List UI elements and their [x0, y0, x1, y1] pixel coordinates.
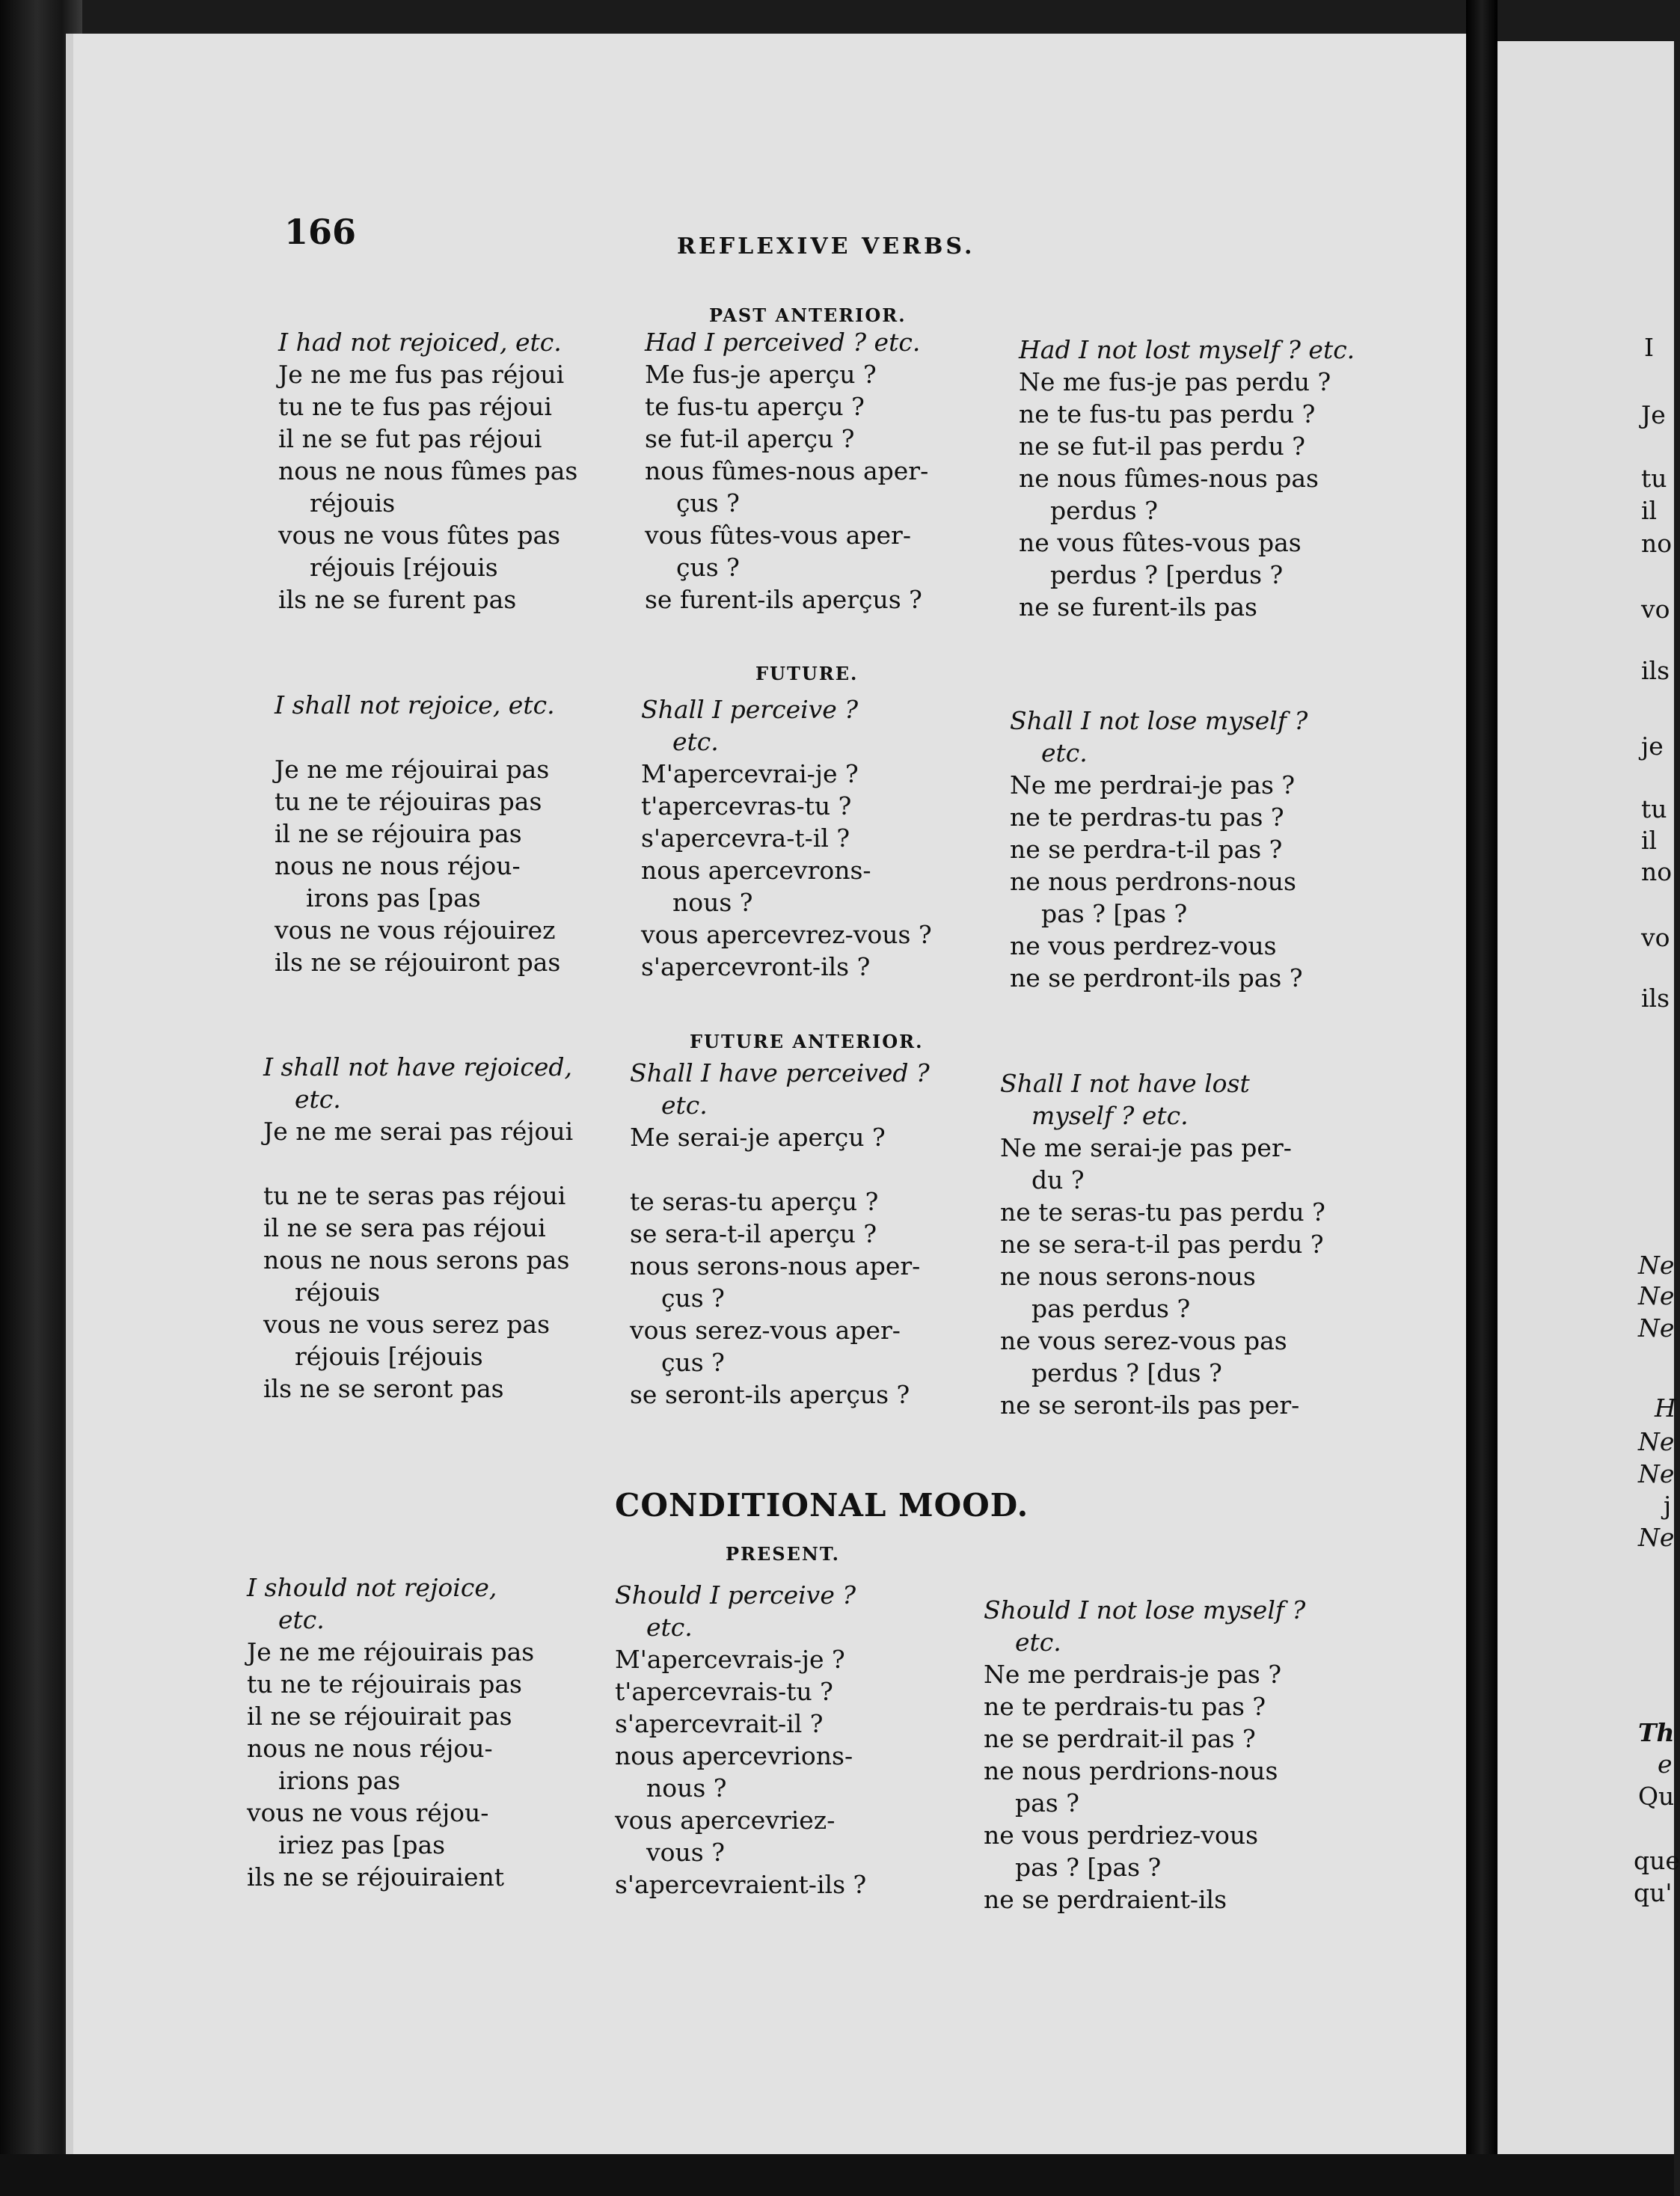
right-page-fragment: Ne — [1638, 1459, 1675, 1488]
col-header: myself ? etc. — [1031, 1101, 1189, 1130]
conjugation-line: ne nous fûmes-nous pas — [1019, 464, 1319, 493]
conjugation-line: ils ne se furent pas — [278, 585, 517, 614]
conjugation-line: il ne se réjouira pas — [275, 819, 522, 848]
conjugation-line: çus ? — [676, 488, 740, 518]
conjugation-line: nous ? — [672, 888, 753, 917]
right-page-fragment: e — [1658, 1749, 1673, 1779]
conjugation-line: ne te seras-tu pas perdu ? — [1000, 1197, 1325, 1227]
col-header: etc. — [646, 1613, 693, 1642]
conjugation-line: ils ne se réjouiront pas — [275, 948, 561, 977]
conjugation-line: tu ne te réjouiras pas — [275, 787, 542, 816]
conjugation-line: M'apercevrais-je ? — [615, 1645, 845, 1674]
conjugation-line: réjouis — [295, 1278, 381, 1307]
conjugation-line: tu ne te fus pas réjoui — [278, 392, 552, 421]
conjugation-line: vous ? — [646, 1838, 725, 1867]
right-page-fragment: Ne — [1638, 1281, 1675, 1310]
conjugation-line: Me serai-je aperçu ? — [630, 1123, 886, 1152]
line-gap — [630, 1153, 930, 1186]
conjugation-line: ils ne se réjouiraient — [247, 1862, 505, 1892]
col-header: etc. — [278, 1605, 325, 1634]
right-page-fragment: Ne — [1638, 1251, 1675, 1280]
conjugation-line: pas perdus ? — [1031, 1294, 1191, 1323]
conjugation-line: pas ? — [1015, 1788, 1079, 1818]
conjugation-line: ne vous fûtes-vous pas — [1019, 528, 1302, 557]
section-heading-past-anterior: PAST ANTERIOR. — [709, 304, 907, 326]
col-header: I shall not have rejoiced, — [263, 1052, 573, 1082]
right-page-fragment: vo — [1641, 923, 1670, 952]
conjugation-line: ne se perdra-t-il pas ? — [1010, 835, 1283, 864]
conjugation-line: se furent-ils aperçus ? — [645, 585, 922, 614]
col-header: I should not rejoice, — [247, 1573, 497, 1602]
conjugation-line: perdus ? [perdus ? — [1050, 560, 1284, 589]
future-anterior-col-2 — [630, 1057, 930, 1411]
conjugation-line: ne vous serez-vous pas — [1000, 1326, 1287, 1355]
conjugation-line: irions pas — [278, 1766, 401, 1795]
conjugation-line: il ne se réjouirait pas — [247, 1702, 512, 1731]
conjugation-line: Me fus-je aperçu ? — [645, 360, 877, 389]
conjugation-line: s'apercevrait-il ? — [615, 1709, 824, 1738]
conjugation-line: ne se seront-ils pas per- — [1000, 1390, 1300, 1420]
running-head: REFLEXIVE VERBS. — [677, 233, 975, 260]
conjugation-line: ne nous perdrions-nous — [984, 1756, 1278, 1785]
conjugation-line: pas ? [pas ? — [1041, 899, 1188, 928]
col-header: I shall not rejoice, etc. — [275, 690, 555, 720]
future-col-3 — [1010, 705, 1307, 994]
book-gutter — [1466, 0, 1497, 2196]
conjugation-line: ne se furent-ils pas — [1019, 592, 1257, 622]
conditional-present-col-3 — [984, 1594, 1305, 1916]
conjugation-line: iriez pas [pas — [278, 1830, 446, 1859]
col-header: I had not rejoiced, etc. — [278, 328, 562, 357]
col-header: etc. — [661, 1091, 708, 1120]
section-heading-future-anterior: FUTURE ANTERIOR. — [690, 1031, 924, 1052]
conjugation-line: nous fûmes-nous aper- — [645, 456, 929, 485]
page-number: 166 — [284, 212, 357, 252]
right-page-fragment: Qu — [1638, 1782, 1675, 1811]
conjugation-line: vous fûtes-vous aper- — [645, 521, 911, 550]
col-header: etc. — [672, 727, 719, 756]
conjugation-line: Ne me fus-je pas perdu ? — [1019, 367, 1331, 396]
mood-heading-conditional: CONDITIONAL MOOD. — [615, 1487, 1029, 1524]
col-header: Had I not lost myself ? etc. — [1019, 335, 1355, 364]
col-header: Should I not lose myself ? — [984, 1595, 1306, 1625]
conjugation-line — [275, 721, 560, 753]
conjugation-line: réjouis [réjouis — [310, 553, 498, 582]
right-page-fragment: no — [1641, 857, 1673, 886]
future-anterior-col-3 — [1000, 1067, 1325, 1421]
conjugation-line: ne se sera-t-il pas perdu ? — [1000, 1230, 1324, 1259]
right-page-fragment: tu — [1641, 794, 1667, 824]
col-header: Shall I not lose myself ? — [1010, 706, 1308, 735]
col-header: Had I perceived ? etc. — [645, 328, 921, 357]
conjugation-line: réjouis [réjouis — [295, 1342, 483, 1371]
conjugation-line: Je ne me serai pas réjoui — [263, 1117, 574, 1146]
right-page-fragment: ils — [1641, 984, 1670, 1013]
conjugation-line: il ne se fut pas réjoui — [278, 424, 542, 453]
conjugation-line: nous ne nous réjou- — [247, 1734, 493, 1763]
right-page-fragment: j — [1664, 1491, 1672, 1520]
conjugation-line: nous ? — [646, 1773, 727, 1803]
conjugation-line: vous ne vous serez pas — [263, 1310, 551, 1339]
conjugation-line: ne nous serons-nous — [1000, 1262, 1256, 1291]
conjugation-line: te seras-tu aperçu ? — [630, 1187, 879, 1216]
conditional-present-col-1 — [247, 1571, 534, 1893]
conjugation-line: se fut-il aperçu ? — [645, 424, 855, 453]
col-header: etc. — [1015, 1628, 1061, 1657]
conjugation-line: irons pas [pas — [306, 883, 481, 913]
right-page-fragment: Th — [1638, 1718, 1675, 1747]
future-col-1 — [275, 689, 560, 978]
conjugation-line: vous apercevriez- — [615, 1806, 836, 1835]
conjugation-line: ne se fut-il pas perdu ? — [1019, 432, 1305, 461]
conjugation-line: Je ne me réjouirai pas — [275, 755, 550, 784]
conjugation-line: vous ne vous fûtes pas — [278, 521, 561, 550]
right-page-fragment: Ne — [1638, 1427, 1675, 1456]
conjugation-line: vous ne vous réjouirez — [275, 915, 556, 945]
line-gap — [263, 1147, 573, 1180]
right-page-fragment: Ne — [1638, 1523, 1675, 1552]
conjugation-line: s'apercevra-t-il ? — [641, 824, 850, 853]
conjugation-line: ne nous perdrons-nous — [1010, 867, 1296, 896]
conjugation-line: ne se perdront-ils pas ? — [1010, 963, 1303, 993]
conjugation-line: Je ne me réjouirais pas — [247, 1637, 535, 1666]
conjugation-line: du ? — [1031, 1165, 1085, 1194]
past-anterior-col-2 — [645, 326, 928, 616]
conjugation-line: vous ne vous réjou- — [247, 1798, 489, 1827]
right-page-fragment: ils — [1641, 656, 1670, 685]
conjugation-line: s'apercevraient-ils ? — [615, 1870, 867, 1899]
right-page-fragment: que — [1634, 1846, 1680, 1875]
conjugation-line: te fus-tu aperçu ? — [645, 392, 865, 421]
col-header: Shall I perceive ? — [641, 695, 859, 724]
conditional-present-col-2 — [615, 1579, 866, 1901]
conjugation-line: t'apercevrais-tu ? — [615, 1677, 833, 1706]
right-page-fragment: H — [1655, 1393, 1676, 1423]
conjugation-line: vous apercevrez-vous ? — [641, 920, 932, 949]
conjugation-line: M'apercevrai-je ? — [641, 759, 859, 788]
conjugation-line: ne te perdrais-tu pas ? — [984, 1692, 1266, 1721]
conjugation-line: nous ne nous fûmes pas — [278, 456, 578, 485]
conjugation-line: çus ? — [661, 1283, 725, 1313]
col-header: Shall I not have lost — [1000, 1069, 1250, 1098]
conjugation-line: ne vous perdriez-vous — [984, 1821, 1259, 1850]
conjugation-line: çus ? — [661, 1348, 725, 1377]
past-anterior-col-3 — [1019, 334, 1355, 623]
conjugation-line: ils ne se seront pas — [263, 1374, 504, 1403]
conjugation-line: nous serons-nous aper- — [630, 1251, 921, 1281]
right-page-fragment: qu' — [1634, 1878, 1673, 1907]
conjugation-line: nous apercevrions- — [615, 1741, 853, 1770]
conjugation-line: nous ne nous réjou- — [275, 851, 521, 880]
conjugation-line: perdus ? [dus ? — [1031, 1358, 1222, 1387]
conjugation-line: Ne me serai-je pas per- — [1000, 1133, 1292, 1162]
right-page-fragment: je — [1641, 732, 1664, 761]
right-page-fragment: no — [1641, 529, 1673, 558]
conjugation-line: nous apercevrons- — [641, 856, 871, 885]
conjugation-line: tu ne te seras pas réjoui — [263, 1181, 566, 1210]
right-page-fragment: il — [1641, 496, 1658, 525]
past-anterior-col-1 — [278, 326, 577, 616]
conjugation-line: vous serez-vous aper- — [630, 1316, 901, 1345]
right-page-fragment: Ne — [1638, 1313, 1675, 1343]
col-header: Shall I have perceived ? — [630, 1058, 930, 1088]
conjugation-line: ne se perdraient-ils — [984, 1885, 1227, 1914]
conjugation-line: ne te perdras-tu pas ? — [1010, 803, 1284, 832]
conjugation-line: pas ? [pas ? — [1015, 1853, 1162, 1882]
col-header: etc. — [295, 1085, 341, 1114]
conjugation-line: ne se perdrait-il pas ? — [984, 1724, 1256, 1753]
col-header: Should I perceive ? — [615, 1580, 856, 1610]
conjugation-line: se seront-ils aperçus ? — [630, 1380, 910, 1409]
section-heading-future: FUTURE. — [755, 663, 859, 684]
col-header: etc. — [1041, 738, 1088, 767]
section-heading-present: PRESENT. — [726, 1543, 840, 1565]
conjugation-line: nous ne nous serons pas — [263, 1245, 570, 1275]
right-page-fragment: il — [1641, 826, 1658, 855]
right-page-fragment: Je — [1641, 400, 1666, 429]
conjugation-line: tu ne te réjouirais pas — [247, 1669, 522, 1699]
future-col-2 — [641, 693, 932, 983]
right-page-fragment: vo — [1641, 595, 1670, 624]
conjugation-line: s'apercevront-ils ? — [641, 952, 871, 981]
conjugation-line: ne vous perdrez-vous — [1010, 931, 1277, 960]
future-anterior-col-1 — [263, 1051, 573, 1405]
conjugation-line: ne te fus-tu pas perdu ? — [1019, 399, 1316, 429]
conjugation-line: réjouis — [310, 488, 396, 518]
conjugation-line: perdus ? — [1050, 496, 1158, 525]
right-page-fragment: tu — [1641, 464, 1667, 493]
right-page-fragment: I — [1644, 333, 1655, 362]
conjugation-line: Je ne me fus pas réjoui — [278, 360, 565, 389]
conjugation-line: Ne me perdrais-je pas ? — [984, 1660, 1282, 1689]
conjugation-line: t'apercevras-tu ? — [641, 791, 852, 821]
conjugation-line: il ne se sera pas réjoui — [263, 1213, 546, 1242]
conjugation-line: se sera-t-il aperçu ? — [630, 1219, 877, 1248]
bottom-shadow — [0, 2154, 1674, 2196]
conjugation-line: Ne me perdrai-je pas ? — [1010, 770, 1296, 800]
conjugation-line: çus ? — [676, 553, 740, 582]
